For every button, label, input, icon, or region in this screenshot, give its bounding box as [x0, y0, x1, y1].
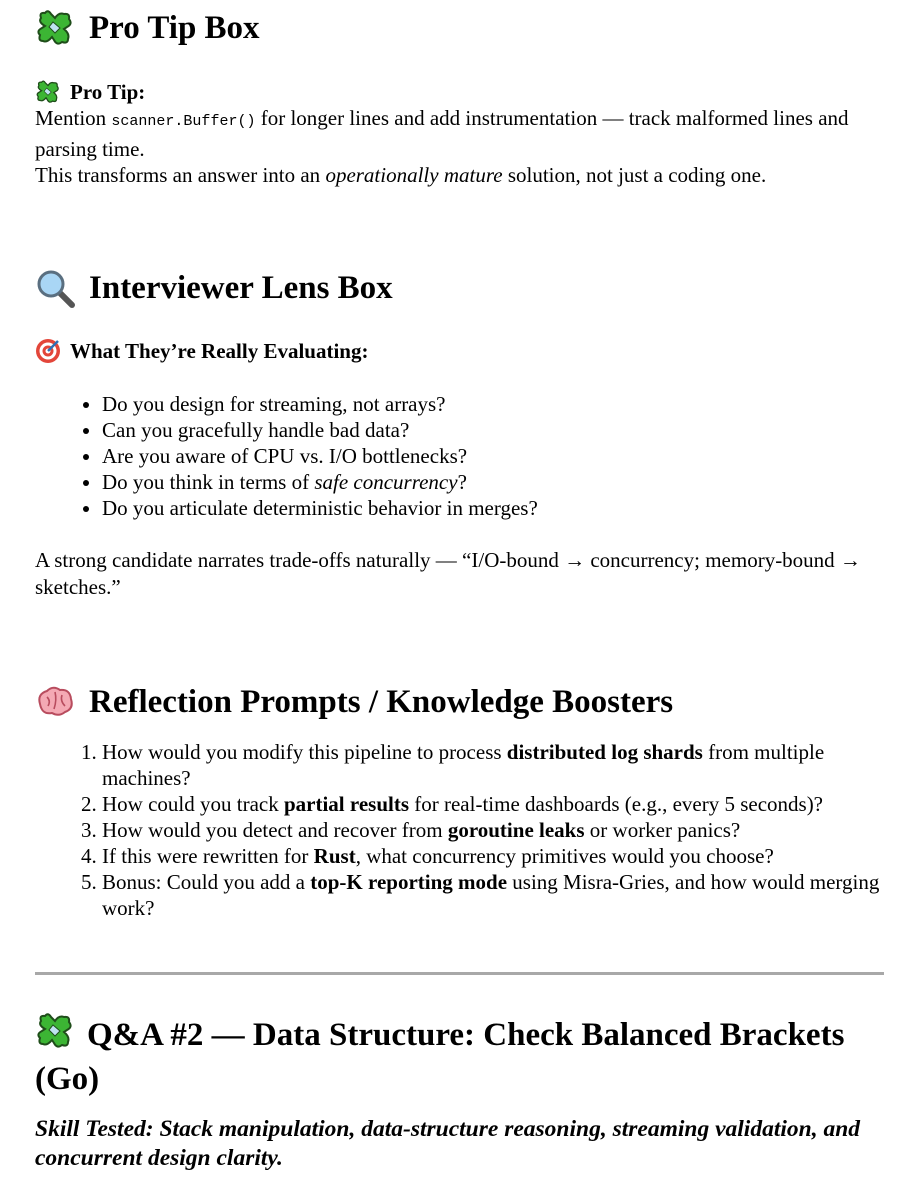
list-item: 5. Bonus: Could you add a top-K reporting mode using Misra-Gries, and how would merging work? [102, 869, 886, 921]
list-item: 2. How could you track partial results for real-time dashboards (e.g., every 5 seconds)? [102, 791, 886, 817]
qa2-heading: Q&A #2 — Data Structure: Check Balanced Brackets (Go) [35, 1011, 886, 1101]
puzzle-piece-icon [35, 8, 75, 48]
evaluating-label: What They’re Really Evaluating: [35, 338, 886, 364]
list-item: • Do you articulate deterministic behavior in merges? [102, 495, 886, 521]
list-item: • Are you aware of CPU vs. I/O bottlenecks? [102, 443, 886, 469]
target-icon [35, 338, 61, 364]
skill-tested: Skill Tested: Stack manipulation, data-structure reasoning, streaming validation, and concurrent design clarity. [35, 1116, 861, 1171]
list-item: • Can you gracefully handle bad data? [102, 417, 886, 443]
pro-tip-content [35, 79, 886, 189]
lens-box-heading: Interviewer Lens Box [35, 266, 886, 310]
pro-tip-text-2: This transforms an answer into an operationally mature solution, not just a coding one. [35, 163, 767, 187]
pro-tip-label: Pro Tip: [35, 79, 886, 105]
list-item: 1. How would you modify this pipeline to process distributed log shards from multiple machines? [102, 739, 886, 791]
pro-tip-box-heading: Pro Tip Box [35, 6, 886, 50]
list-item: • Do you think in terms of safe concurrency? [102, 469, 886, 495]
reflection-section [35, 680, 886, 921]
list-item: • Do you design for streaming, not arrays? [102, 391, 886, 417]
magnifying-glass-icon [35, 268, 75, 308]
pro-tip-text: Mention scanner.Buffer() for longer lines and add instrumentation — track malformed lines and parsing time. [35, 106, 849, 161]
horizontal-divider [35, 972, 884, 975]
puzzle-piece-icon [35, 1011, 75, 1051]
pro-tip-box [35, 6, 886, 50]
evaluation-list [35, 391, 886, 521]
lens-content [35, 338, 886, 600]
puzzle-piece-icon [35, 79, 61, 105]
reflection-heading: Reflection Prompts / Knowledge Boosters [35, 680, 886, 724]
brain-icon [35, 682, 75, 722]
list-item: 4. If this were rewritten for Rust, what concurrency primitives would you choose? [102, 843, 886, 869]
qa2-section [35, 1011, 886, 1173]
interviewer-lens-box [35, 266, 886, 310]
lens-summary: A strong candidate narrates trade-offs naturally — “I/O-bound → concurrency; memory-bound → sketches.” [35, 548, 861, 599]
reflection-list [35, 739, 886, 921]
code-snippet: scanner.Buffer() [111, 113, 256, 130]
list-item: 3. How would you detect and recover from goroutine leaks or worker panics? [102, 817, 886, 843]
